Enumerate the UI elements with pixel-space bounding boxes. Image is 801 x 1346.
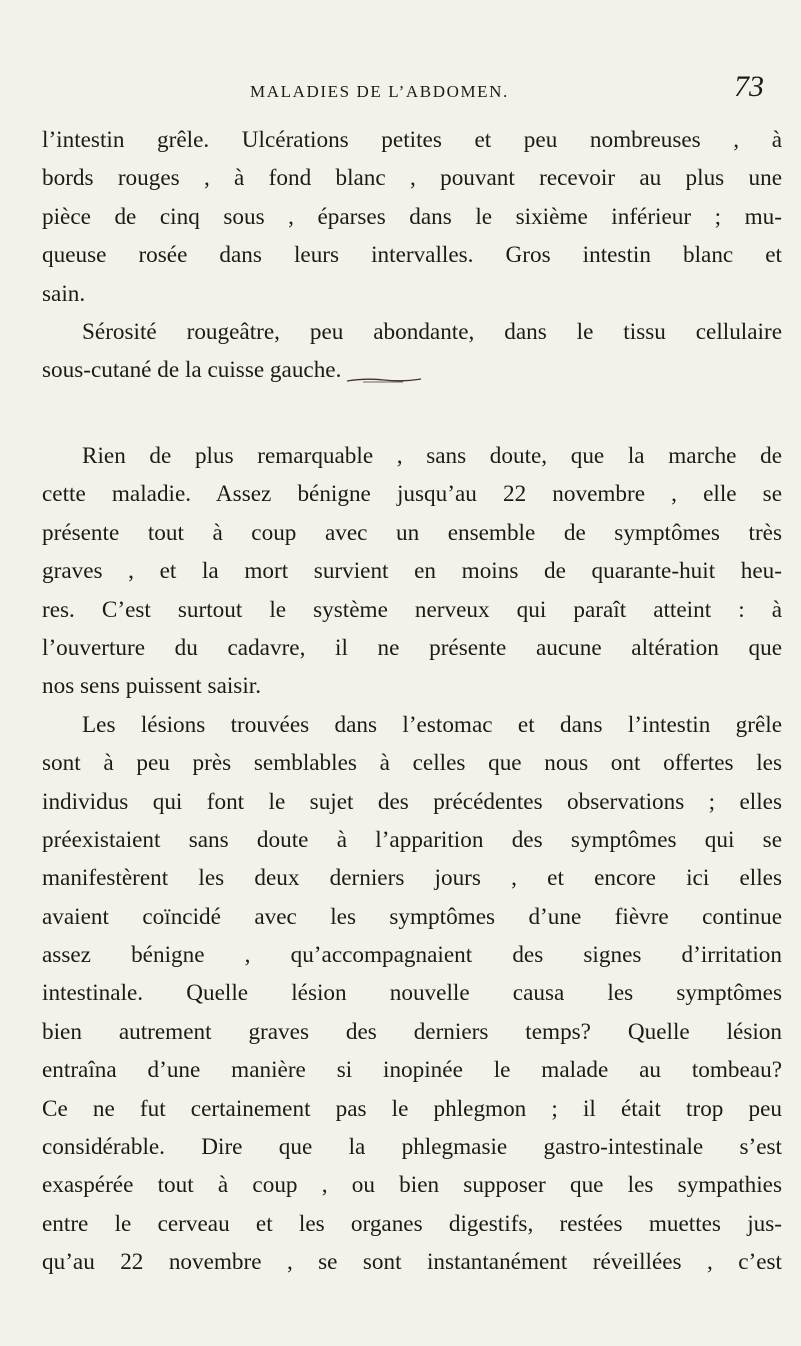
text-line: queuse rosée dans leurs intervalles. Gros intestin blanc et: [42, 242, 782, 269]
text-line: bords rouges , à fond blanc , pouvant recevoir au plus une: [42, 165, 782, 192]
text-line: nos sens puissent saisir.: [42, 673, 262, 700]
text-line: l’intestin grêle. Ulcérations petites et peu nombreuses , à: [42, 127, 782, 153]
text-line: qu’au 22 novembre , se sont instantanément réveillées , c’est: [42, 1249, 782, 1276]
paragraph-block-autopsy: [42, 121, 782, 390]
text-line: considérable. Dire que la phlegmasie gastro-intestinale s’est: [42, 1134, 782, 1161]
text-line: avaient coïncidé avec les symptômes d’une fièvre continue: [42, 903, 782, 930]
text-line: manifestèrent les deux derniers jours , et encore ici elles: [42, 865, 782, 892]
text-line: Sérosité rougeâtre, peu abondante, dans le tissu cellulaire: [82, 318, 782, 345]
text-line: assez bénigne , qu’accompagnaient des signes d’irritation: [42, 942, 782, 969]
text-line: préexistaient sans doute à l’apparition des symptômes qui se: [42, 826, 782, 853]
text-line: exaspérée tout à coup , ou bien supposer que les sympathies: [42, 1172, 782, 1199]
section-divider: [345, 376, 423, 384]
text-line: individus qui font le sujet des précédentes observations ; elles: [42, 788, 782, 815]
text-line: sous-cutané de la cuisse gauche.: [42, 357, 342, 384]
text-line: bien autrement graves des derniers temps? Quelle lésion: [42, 1018, 782, 1045]
text-line: Les lésions trouvées dans l’estomac et dans l’intestin grêle: [82, 711, 782, 738]
text-line: sont à peu près semblables à celles que nous ont offertes les: [42, 750, 782, 777]
text-line: présente tout à coup avec un ensemble de symptômes très: [42, 519, 782, 546]
text-line: cette maladie. Assez bénigne jusqu’au 22 novembre , elle se: [42, 481, 782, 508]
text-line: Rien de plus remarquable , sans doute, que la marche de: [82, 443, 782, 469]
text-line: graves , et la mort survient en moins de quarante-huit heu-: [42, 558, 782, 585]
text-line: sain.: [42, 280, 86, 307]
running-head: [0, 66, 801, 106]
text-line: intestinale. Quelle lésion nouvelle causa les symptômes: [42, 980, 782, 1007]
text-line: l’ouverture du cadavre, il ne présente aucune altération que: [42, 634, 782, 661]
page-number: 73: [734, 70, 764, 103]
text-line: pièce de cinq sous , éparses dans le sixième inférieur ; mu-: [42, 203, 782, 230]
running-head-title: MALADIES DE L’ABDOMEN.: [250, 82, 509, 101]
text-line: entre le cerveau et les organes digestifs, restées muettes jus-: [42, 1210, 782, 1237]
text-line: res. C’est surtout le système nerveux qui paraît atteint : à: [42, 596, 782, 623]
paragraph-block-discussion: [42, 437, 782, 1282]
text-line: Ce ne fut certainement pas le phlegmon ; il était trop peu: [42, 1095, 782, 1122]
text-line: entraîna d’une manière si inopinée le malade au tombeau?: [42, 1057, 782, 1084]
